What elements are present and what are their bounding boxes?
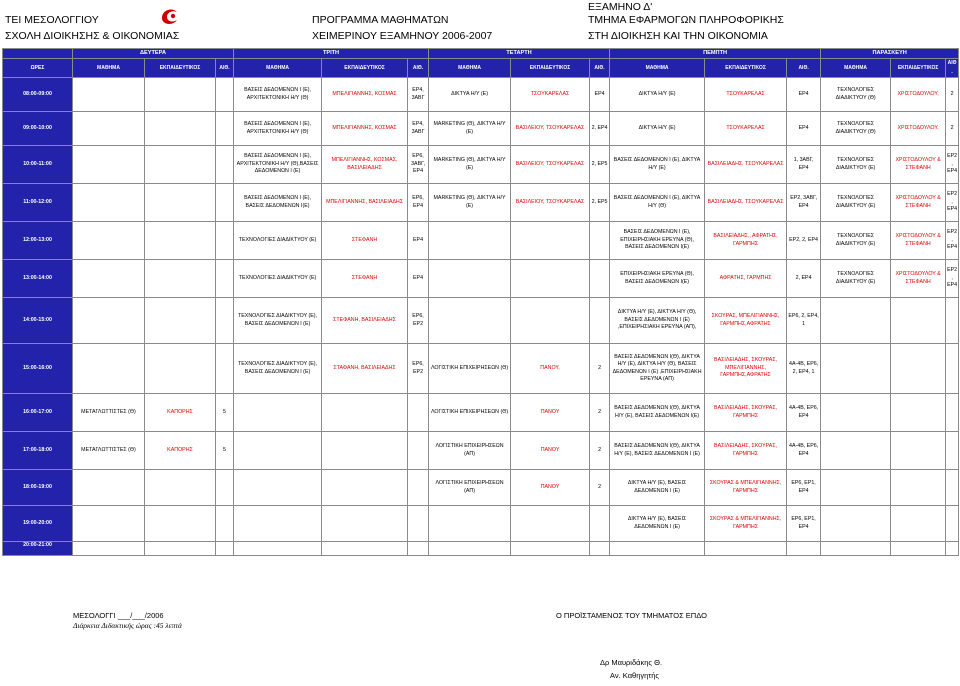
col-room: ΑΙΘ. <box>590 59 610 78</box>
instructor-cell <box>891 506 946 542</box>
day-friday: ΠΑΡΑΣΚΕΥΗ <box>821 49 959 59</box>
instructor-cell: ΤΣΟΥΚΑΡΕΛΑΣ <box>705 112 787 146</box>
instructor-cell: ΒΑΣΙΛΕΙΟΥ, ΤΣΟΥΚΑΡΕΛΑΣ <box>511 146 590 184</box>
course-cell <box>429 506 511 542</box>
time-slot-label: 09:00-10:00 <box>3 112 73 146</box>
time-slot-row <box>3 78 959 112</box>
time-slot-row <box>3 222 959 260</box>
time-slot-label: 11:00-12:00 <box>3 184 73 222</box>
room-cell: 2 <box>590 432 610 470</box>
room-cell <box>946 298 959 344</box>
instructor-cell: ΜΠΕΛΙΓΙΑΝΝΗΣ, ΚΟΣΜΑΣ <box>322 112 408 146</box>
course-cell: ΛΟΓΙΣΤΙΚΗ ΕΠΙΧΕΙΡΗΣΕΩΝ (Θ) <box>429 344 511 394</box>
time-slot-row <box>3 432 959 470</box>
course-cell: ΔΙΚΤΥΑ Η/Υ (Ε), ΒΑΣΕΙΣ ΔΕΔΟΜΕΝΩΝ Ι (Ε) <box>610 506 705 542</box>
room-cell: ΕΡ6, ΕΡ1, ΕΡ4 <box>787 470 821 506</box>
instructor-cell: ΒΑΣΙΛΕΙΑΔΗΣ, ΣΚΟΥΡΑΣ, ΓΑΡΜΠΗΣ <box>705 394 787 432</box>
day-monday: ΔΕΥΤΕΡΑ <box>73 49 234 59</box>
instructor-cell <box>322 394 408 432</box>
course-cell: ΒΑΣΕΙΣ ΔΕΔΟΜΕΝΩΝ Ι (Ε), ΑΡΧΙΤΕΚΤΟΝΙΚΗ Η/Υ (Θ) <box>234 78 322 112</box>
time-slot-row <box>3 470 959 506</box>
course-cell: ΔΙΚΤΥΑ Η/Υ (Ε), ΔΙΚΤΥΑ Η/Υ (Θ), ΒΑΣΕΙΣ ΔΕΔΟΜΕΝΩΝ Ι (Ε) ,ΕΠΙΧΕΙΡΗΣΙΑΚΗ ΕΡΕΥΝΑ (ΑΠ), <box>610 298 705 344</box>
instructor-cell: ΧΡΙΣΤΟΔΟΥΛΟΥ & ΣΤΕΦΑΝΗ <box>891 184 946 222</box>
instructor-cell: ΣΚΟΥΡΑΣ & ΜΠΕΛΙΓΙΑΝΝΗΣ, ΓΑΡΜΠΗΣ <box>705 470 787 506</box>
instructor-cell: ΒΑΣΙΛΕΙΑΔΗΣ, ΤΣΟΥΚΑΡΕΛΑΣ <box>705 146 787 184</box>
room-cell <box>216 344 234 394</box>
instructor-cell: ΠΑΝΟΥ <box>511 432 590 470</box>
room-cell: 4Α-4Β, ΕΡ6, 2, ΕΡ4, 1 <box>787 344 821 394</box>
course-cell: ΤΕΧΝΟΛΟΓΙΕΣ ΔΙΑΔΙΚΤΥΟΥ (Ε) <box>821 222 891 260</box>
day-tuesday: ΤΡΙΤΗ <box>234 49 429 59</box>
time-slot-label: 16:00-17:00 <box>3 394 73 432</box>
instructor-cell <box>145 146 216 184</box>
room-cell <box>590 222 610 260</box>
instructor-cell: ΒΑΣΙΛΕΙΑΔΗΣ,, ΑΦΡΑΤΗΣ, ΓΑΡΜΠΗΣ <box>705 222 787 260</box>
col-instructor: ΕΚΠΑΙΔΕΥΤΙΚΟΣ <box>705 59 787 78</box>
course-cell <box>73 506 145 542</box>
instructor-cell <box>511 506 590 542</box>
instructor-cell: ΚΑΠΟΡΗΣ <box>145 394 216 432</box>
time-slot-label: 20:00-21:00 <box>3 542 73 556</box>
room-cell: 2 <box>590 470 610 506</box>
time-slot-row <box>3 184 959 222</box>
instructor-cell <box>145 222 216 260</box>
course-cell: ΤΕΧΝΟΛΟΓΙΕΣ ΔΙΑΔΙΚΤΥΟΥ (Ε) <box>234 222 322 260</box>
instructor-cell: ΧΡΙΣΤΟΔΟΥΛΟΥ, <box>891 78 946 112</box>
col-room: ΑΙΘ. <box>216 59 234 78</box>
time-slot-row <box>3 542 959 556</box>
course-cell <box>429 298 511 344</box>
instructor-cell: ΜΠΕΛΙΓΙΑΝΝΗΣ, ΒΑΣΙΛΕΙΑΔΗΣ <box>322 184 408 222</box>
course-cell: ΒΑΣΕΙΣ ΔΕΔΟΜΕΝΩΝ Ι (Ε), ΑΡΧΙΤΕΚΤΟΝΙΚΗ Η/Υ (Θ) <box>234 112 322 146</box>
room-cell <box>216 184 234 222</box>
course-cell <box>73 260 145 298</box>
course-cell <box>821 542 891 556</box>
col-course: ΜΑΘΗΜΑ <box>821 59 891 78</box>
course-cell <box>234 506 322 542</box>
room-cell: ΕΡ2, 3ΑΒΓ, ΕΡ4 <box>787 184 821 222</box>
course-cell <box>73 112 145 146</box>
room-cell <box>946 344 959 394</box>
room-cell: ΕΡ4 <box>408 222 429 260</box>
lesson-duration-note: Διάρκεια Διδακτικής ώρας :45 λεπτά <box>73 621 182 630</box>
instructor-cell <box>891 432 946 470</box>
instructor-cell <box>891 298 946 344</box>
room-cell <box>216 78 234 112</box>
course-cell: ΔΙΚΤΥΑ Η/Υ (Ε) <box>610 78 705 112</box>
room-cell <box>408 542 429 556</box>
instructor-cell <box>145 78 216 112</box>
room-cell <box>590 298 610 344</box>
room-cell: ΕΡ2, ΕΡ4 <box>946 184 959 222</box>
time-slot-label: 18:00-19:00 <box>3 470 73 506</box>
col-room: ΑΙΘ. <box>408 59 429 78</box>
column-header-row <box>3 59 959 78</box>
col-course: ΜΑΘΗΜΑ <box>73 59 145 78</box>
instructor-cell <box>891 542 946 556</box>
instructor-cell <box>322 432 408 470</box>
course-cell <box>73 542 145 556</box>
course-cell <box>821 506 891 542</box>
instructor-cell: ΣΚΟΥΡΑΣ, ΜΠΕΛΙΓΙΑΝΝΗΣ, ΓΑΡΜΠΗΣ,ΑΦΡΑΤΗΣ <box>705 298 787 344</box>
room-cell <box>590 506 610 542</box>
instructor-cell: ΠΑΝΟΥ, <box>511 344 590 394</box>
instructor-cell <box>145 542 216 556</box>
room-cell: 2 <box>946 112 959 146</box>
instructor-cell: ΣΤΕΦΑΝΗ, ΒΑΣΙΛΕΙΑΔΗΣ <box>322 298 408 344</box>
course-cell: ΔΙΚΤΥΑ Η/Υ (Ε) <box>610 112 705 146</box>
course-cell: ΔΙΚΤΥΑ Η/Υ (Ε), ΒΑΣΕΙΣ ΔΕΔΟΜΕΝΩΝ Ι (Ε) <box>610 470 705 506</box>
room-cell <box>590 260 610 298</box>
instructor-cell <box>322 542 408 556</box>
instructor-cell: ΒΑΣΙΛΕΙΟΥ, ΤΣΟΥΚΑΡΕΛΑΣ <box>511 184 590 222</box>
time-slot-label: 17:00-18:00 <box>3 432 73 470</box>
course-cell: ΕΠΙΧΕΙΡΗΣΙΑΚΗ ΕΡΕΥΝΑ (Θ), ΒΑΣΕΙΣ ΔΕΔΟΜΕΝΩΝ Ι(Ε) <box>610 260 705 298</box>
course-cell: ΤΕΧΝΟΛΟΓΙΕΣ ΔΙΑΔΙΚΤΥΟΥ (Θ) <box>821 112 891 146</box>
time-slot-row <box>3 260 959 298</box>
room-cell <box>408 394 429 432</box>
time-slot-row <box>3 298 959 344</box>
col-instructor: ΕΚΠΑΙΔΕΥΤΙΚΟΣ <box>511 59 590 78</box>
instructor-cell <box>145 260 216 298</box>
instructor-cell <box>322 470 408 506</box>
col-room: ΑΙΘ. <box>946 59 959 78</box>
room-cell: 4Α-4Β, ΕΡ6, ΕΡ4 <box>787 432 821 470</box>
room-cell <box>408 432 429 470</box>
room-cell <box>216 506 234 542</box>
time-slot-label: 15:00-16:00 <box>3 344 73 394</box>
course-cell <box>73 298 145 344</box>
course-cell: ΤΕΧΝΟΛΟΓΙΕΣ ΔΙΑΔΙΚΤΥΟΥ (Ε), ΒΑΣΕΙΣ ΔΕΔΟΜΕΝΩΝ Ι (Ε) <box>234 298 322 344</box>
course-cell: ΤΕΧΝΟΛΟΓΙΕΣ ΔΙΑΔΙΚΤΥΟΥ (Ε) <box>821 260 891 298</box>
instructor-cell <box>891 394 946 432</box>
instructor-cell: ΣΤΕΦΑΝΗ <box>322 260 408 298</box>
instructor-cell <box>511 542 590 556</box>
institution-logo-icon <box>158 4 182 28</box>
instructor-cell: ΣΤΕΦΑΝΗ <box>322 222 408 260</box>
course-cell: ΒΑΣΕΙΣ ΔΕΔΟΜΕΝΩΝ Ι (Ε), ΔΙΚΤΥΑ Η/Υ (Θ) <box>610 184 705 222</box>
room-cell: 2, ΕΡ4 <box>590 112 610 146</box>
semester-label: ΕΞΑΜΗΝΟ Δ' <box>588 1 653 13</box>
instructor-cell <box>145 344 216 394</box>
department-name: ΤΜΗΜΑ ΕΦΑΡΜΟΓΩΝ ΠΛΗΡΟΦΟΡΙΚΗΣ <box>588 14 784 26</box>
instructor-cell: ΒΑΣΙΛΕΙΑΔΗΣ, ΣΚΟΥΡΑΣ, ΜΠΕΛΙΓΙΑΝΝΗΣ, ΓΑΡΜΠΗΣ,ΑΦΡΑΤΗΣ <box>705 344 787 394</box>
room-cell: ΕΡ4 <box>787 112 821 146</box>
institution-name: ΤΕΙ ΜΕΣΟΛΟΓΓΙΟΥ <box>5 14 99 26</box>
room-cell <box>216 260 234 298</box>
instructor-cell <box>145 112 216 146</box>
signer-title: Αν. Καθηγητής <box>610 671 660 680</box>
room-cell <box>946 432 959 470</box>
course-cell: MARKETING (Θ), ΔΙΚΤΥΑ Η/Υ (Ε) <box>429 112 511 146</box>
room-cell: 2 <box>590 344 610 394</box>
course-cell: ΛΟΓΙΣΤΙΚΗ ΕΠΙΧΕΙΡΗΣΕΩΝ (Θ) <box>429 394 511 432</box>
instructor-cell: ΧΡΙΣΤΟΔΟΥΛΟΥ & ΣΤΕΦΑΝΗ <box>891 146 946 184</box>
instructor-cell <box>145 506 216 542</box>
room-cell <box>590 542 610 556</box>
instructor-cell: ΒΑΣΙΛΕΙΑΔΗΣ, ΣΚΟΥΡΑΣ, ΓΑΡΜΠΗΣ <box>705 432 787 470</box>
department-subtitle: ΣΤΗ ΔΙΟΙΚΗΣΗ ΚΑΙ ΤΗΝ ΟΙΚΟΝΟΜΙΑ <box>588 30 768 42</box>
room-cell: ΕΡ4, 3ΑΒΓ <box>408 112 429 146</box>
room-cell <box>216 146 234 184</box>
room-cell: ΕΡ2, ΕΡ4 <box>946 260 959 298</box>
course-cell <box>73 222 145 260</box>
course-cell <box>234 470 322 506</box>
course-cell: MARKETING (Θ), ΔΙΚΤΥΑ Η/Υ (Ε) <box>429 184 511 222</box>
room-cell <box>216 470 234 506</box>
instructor-cell: ΠΑΝΟΥ <box>511 470 590 506</box>
col-room: ΑΙΘ. <box>787 59 821 78</box>
room-cell: 2 <box>590 394 610 432</box>
instructor-cell: ΠΑΝΟΥ <box>511 394 590 432</box>
room-cell: ΕΡ4 <box>408 260 429 298</box>
room-cell: ΕΡ6, ΕΡ4 <box>408 184 429 222</box>
document-title: ΠΡΟΓΡΑΜΜΑ ΜΑΘΗΜΑΤΩΝ <box>312 14 449 26</box>
col-hours: ΩΡΕΣ <box>3 59 73 78</box>
course-cell <box>73 184 145 222</box>
room-cell: 5 <box>216 432 234 470</box>
course-cell: MARKETING (Θ), ΔΙΚΤΥΑ Η/Υ (Ε) <box>429 146 511 184</box>
room-cell <box>946 542 959 556</box>
instructor-cell <box>891 470 946 506</box>
room-cell: 4Α-4Β, ΕΡ6, ΕΡ4 <box>787 394 821 432</box>
col-course: ΜΑΘΗΜΑ <box>429 59 511 78</box>
time-slot-label: 12:00-13:00 <box>3 222 73 260</box>
instructor-cell <box>145 298 216 344</box>
course-cell <box>73 344 145 394</box>
course-cell: ΒΑΣΕΙΣ ΔΕΔΟΜΕΝΩΝ Ι (Ε), ΑΡΧΙΤΕΚΤΟΝΙΚΗ Η/Υ (Θ),ΒΑΣΕΙΣ ΔΕΔΟΜΕΝΩΝ Ι (Ε) <box>234 146 322 184</box>
course-cell: ΤΕΧΝΟΛΟΓΙΕΣ ΔΙΑΔΙΚΤΥΟΥ (Ε), ΒΑΣΕΙΣ ΔΕΔΟΜΕΝΩΝ Ι (Ε) <box>234 344 322 394</box>
instructor-cell: ΜΠΕΛΙΓΙΑΝΝΗΣ, ΚΟΣΜΑΣ, ΒΑΣΙΛΕΙΑΔΗΣ <box>322 146 408 184</box>
instructor-cell <box>145 470 216 506</box>
course-cell: ΒΑΣΕΙΣ ΔΕΔΟΜΕΝΩΝ Ι (Ε), ΕΠΙΧΕΙΡΗΣΙΑΚΗ ΕΡΕΥΝΑ (Θ), ΒΑΣΕΙΣ ΔΕΔΟΜΕΝΩΝ Ι(Ε) <box>610 222 705 260</box>
room-cell: 5 <box>216 394 234 432</box>
room-cell <box>408 506 429 542</box>
room-cell <box>787 542 821 556</box>
course-cell: ΜΕΤΑΓΛΩΤΤΙΣΤΕΣ (Θ) <box>73 432 145 470</box>
instructor-cell: ΧΡΙΣΤΟΔΟΥΛΟΥ & ΣΤΕΦΑΝΗ <box>891 222 946 260</box>
course-cell: ΒΑΣΕΙΣ ΔΕΔΟΜΕΝΩΝ Ι(Θ), ΔΙΚΤΥΑ Η/Υ (Ε), ΒΑΣΕΙΣ ΔΕΔΟΜΕΝΩΝ Ι (Ε) <box>610 432 705 470</box>
time-slot-row <box>3 146 959 184</box>
instructor-cell: ΒΑΣΙΛΕΙΟΥ, ΤΣΟΥΚΑΡΕΛΑΣ <box>511 112 590 146</box>
day-corner <box>3 49 73 59</box>
col-instructor: ΕΚΠΑΙΔΕΥΤΙΚΟΣ <box>145 59 216 78</box>
room-cell <box>216 222 234 260</box>
course-cell <box>73 470 145 506</box>
instructor-cell <box>145 184 216 222</box>
time-slot-label: 14:00-15:00 <box>3 298 73 344</box>
course-cell <box>234 542 322 556</box>
instructor-cell: ΣΤΑΦΑΝΗ, ΒΑΣΙΛΕΙΑΔΗΣ <box>322 344 408 394</box>
day-thursday: ΠΕΜΠΤΗ <box>610 49 821 59</box>
instructor-cell <box>322 506 408 542</box>
time-slot-row <box>3 506 959 542</box>
instructor-cell: ΜΠΕΛΙΓΙΑΝΝΗΣ, ΚΟΣΜΑΣ <box>322 78 408 112</box>
room-cell: 1, 3ΑΒΓ, ΕΡ4 <box>787 146 821 184</box>
course-cell <box>429 222 511 260</box>
instructor-cell <box>511 260 590 298</box>
course-cell: ΔΙΚΤΥΑ Η/Υ (Ε) <box>429 78 511 112</box>
timetable <box>2 48 959 556</box>
col-course: ΜΑΘΗΜΑ <box>234 59 322 78</box>
course-cell: ΒΑΣΕΙΣ ΔΕΔΟΜΕΝΩΝ Ι(Θ), ΔΙΚΤΥΑ Η/Υ (Ε), ΔΙΚΤΥΑ Η/Υ (Θ), ΒΑΣΕΙΣ ΔΕΔΟΜΕΝΩΝ Ι (Ε) ,ΕΠΙΧΕΙΡΗΣΙΑΚΗ ΕΡΕΥΝΑ (ΑΠ) <box>610 344 705 394</box>
time-slot-label: 13:00-14:00 <box>3 260 73 298</box>
instructor-cell: ΣΚΟΥΡΑΣ & ΜΠΕΛΙΓΙΑΝΝΗΣ, ΓΑΡΜΠΗΣ <box>705 506 787 542</box>
place-date: ΜΕΣΟΛΟΓΓΙ ___/___/2006 <box>73 611 164 620</box>
room-cell: 2, ΕΡ5 <box>590 146 610 184</box>
instructor-cell <box>891 344 946 394</box>
room-cell: ΕΡ6, ΕΡ2 <box>408 344 429 394</box>
time-slot-label: 10:00-11:00 <box>3 146 73 184</box>
room-cell: ΕΡ6, 3ΑΒΓ, ΕΡ4 <box>408 146 429 184</box>
instructor-cell: ΤΣΟΥΚΑΡΕΛΑΣ <box>511 78 590 112</box>
room-cell <box>946 394 959 432</box>
instructor-cell: ΒΑΣΙΛΕΙΑΔΗΣ, ΤΣΟΥΚΑΡΕΛΑΣ <box>705 184 787 222</box>
course-cell <box>821 432 891 470</box>
time-slot-row <box>3 394 959 432</box>
school-name: ΣΧΟΛΗ ΔΙΟΙΚΗΣΗΣ & ΟΙΚΟΝΟΜΙΑΣ <box>5 30 180 42</box>
course-cell: ΤΕΧΝΟΛΟΓΙΕΣ ΔΙΑΔΙΚΤΥΟΥ (Ε) <box>234 260 322 298</box>
course-cell <box>234 432 322 470</box>
course-cell <box>610 542 705 556</box>
room-cell: ΕΡ6, ΕΡ1, ΕΡ4 <box>787 506 821 542</box>
room-cell: ΕΡ4, 3ΑΒΓ <box>408 78 429 112</box>
course-cell: ΒΑΣΕΙΣ ΔΕΔΟΜΕΝΩΝ Ι(Θ), ΔΙΚΤΥΑ Η/Υ (Ε), ΒΑΣΕΙΣ ΔΕΔΟΜΕΝΩΝ Ι(Ε) <box>610 394 705 432</box>
course-cell <box>429 542 511 556</box>
room-cell: ΕΡ6, 2, ΕΡ4, 1 <box>787 298 821 344</box>
course-cell <box>429 260 511 298</box>
room-cell: 2, ΕΡ4 <box>787 260 821 298</box>
instructor-cell: ΧΡΙΣΤΟΔΟΥΛΟΥ, <box>891 112 946 146</box>
room-cell: ΕΡ4 <box>590 78 610 112</box>
time-slot-row <box>3 112 959 146</box>
course-cell: ΛΟΓΙΣΤΙΚΗ ΕΠΙΧΕΙΡΗΣΕΩΝ (ΑΠ) <box>429 432 511 470</box>
time-slot-label: 08:00-09:00 <box>3 78 73 112</box>
day-wednesday: ΤΕΤΑΡΤΗ <box>429 49 610 59</box>
col-instructor: ΕΚΠΑΙΔΕΥΤΙΚΟΣ <box>322 59 408 78</box>
room-cell <box>216 112 234 146</box>
course-cell: ΛΟΓΙΣΤΙΚΗ ΕΠΙΧΕΙΡΗΣΕΩΝ (ΑΠ) <box>429 470 511 506</box>
instructor-cell <box>511 298 590 344</box>
room-cell <box>216 298 234 344</box>
room-cell: ΕΡ2, ΕΡ4 <box>946 146 959 184</box>
day-header-row <box>3 49 959 59</box>
room-cell <box>408 470 429 506</box>
col-instructor: ΕΚΠΑΙΔΕΥΤΙΚΟΣ <box>891 59 946 78</box>
course-cell: ΒΑΣΕΙΣ ΔΕΔΟΜΕΝΩΝ Ι (Ε), ΒΑΣΕΙΣ ΔΕΔΟΜΕΝΩΝ Ι(Ε) <box>234 184 322 222</box>
instructor-cell <box>511 222 590 260</box>
room-cell: ΕΡ6, ΕΡ2 <box>408 298 429 344</box>
semester-title: ΧΕΙΜΕΡΙΝΟΥ ΕΞΑΜΗΝΟΥ 2006-2007 <box>312 30 493 42</box>
course-cell <box>821 344 891 394</box>
course-cell: ΜΕΤΑΓΛΩΤΤΙΣΤΕΣ (Θ) <box>73 394 145 432</box>
course-cell: ΒΑΣΕΙΣ ΔΕΔΟΜΕΝΩΝ Ι (Ε), ΔΙΚΤΥΑ Η/Υ (Ε) <box>610 146 705 184</box>
time-slot-label: 19:00-20:00 <box>3 506 73 542</box>
room-cell: 2 <box>946 78 959 112</box>
course-cell: ΤΕΧΝΟΛΟΓΙΕΣ ΔΙΑΔΙΚΤΥΟΥ (Ε) <box>821 146 891 184</box>
course-cell <box>821 470 891 506</box>
instructor-cell: ΚΑΠΟΡΗΣ <box>145 432 216 470</box>
instructor-cell: ΤΣΟΥΚΑΡΕΛΑΣ <box>705 78 787 112</box>
course-cell <box>73 146 145 184</box>
course-cell <box>821 394 891 432</box>
instructor-cell <box>705 542 787 556</box>
room-cell <box>946 470 959 506</box>
room-cell <box>946 506 959 542</box>
time-slot-row <box>3 344 959 394</box>
course-cell <box>73 78 145 112</box>
instructor-cell: ΑΦΡΑΤΗΣ, ΓΑΡΜΠΗΣ <box>705 260 787 298</box>
course-cell <box>821 298 891 344</box>
head-of-department-title: Ο ΠΡΟΪΣΤΑΜΕΝΟΣ ΤΟΥ ΤΜΗΜΑΤΟΣ ΕΠΔΟ <box>556 611 707 620</box>
instructor-cell: ΧΡΙΣΤΟΔΟΥΛΟΥ & ΣΤΕΦΑΝΗ <box>891 260 946 298</box>
course-cell <box>234 394 322 432</box>
course-cell: ΤΕΧΝΟΛΟΓΙΕΣ ΔΙΑΔΙΚΤΥΟΥ (Θ) <box>821 78 891 112</box>
room-cell: ΕΡ2, ΕΡ4 <box>946 222 959 260</box>
room-cell: ΕΡ2, 2, ΕΡ4 <box>787 222 821 260</box>
signer-name: Δρ Μαυριδάκης Θ. <box>600 658 663 667</box>
course-cell: ΤΕΧΝΟΛΟΓΙΕΣ ΔΙΑΔΙΚΤΥΟΥ (Ε) <box>821 184 891 222</box>
page-header <box>0 0 960 42</box>
room-cell: ΕΡ4 <box>787 78 821 112</box>
room-cell <box>216 542 234 556</box>
room-cell: 2, ΕΡ5 <box>590 184 610 222</box>
col-course: ΜΑΘΗΜΑ <box>610 59 705 78</box>
